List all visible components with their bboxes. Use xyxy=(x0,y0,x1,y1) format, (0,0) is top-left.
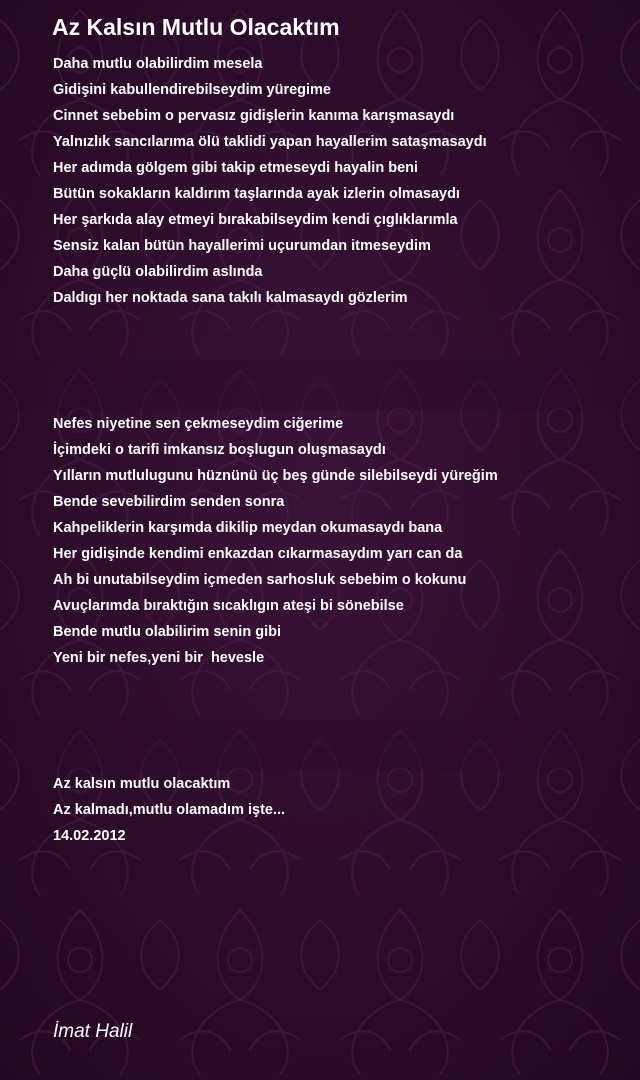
poem-stanza-1 xyxy=(53,51,487,311)
poem-line: Az kalsın mutlu olacaktım xyxy=(53,776,231,792)
poem-stanza-2 xyxy=(53,411,498,671)
poem-line: Yılların mutlulugunu hüznünü üç beş günde silebilseydi yüreğim xyxy=(53,468,498,484)
poem-line: Cinnet sebebim o pervasız gidişlerin kanıma karışmasaydı xyxy=(53,108,455,124)
poem-author: İmat Halil xyxy=(53,1021,133,1042)
poem-line: Bende sevebilirdim senden sonra xyxy=(53,494,285,510)
poem-line: Gidişini kabullendirebilseydim yüregime xyxy=(53,82,331,98)
poem-line: Az kalmadı,mutlu olamadım işte... xyxy=(53,802,286,818)
poem-stanza-3 xyxy=(53,771,285,849)
poem-line: Nefes niyetine sen çekmeseydim ciğerime xyxy=(53,416,344,432)
poem-line: Her adımda gölgem gibi takip etmeseydi hayalin beni xyxy=(53,160,419,176)
poem-line: Ah bi unutabilseydim içmeden sarhosluk sebebim o kokunu xyxy=(53,572,467,588)
poem-line: Kahpeliklerin karşımda dikilip meydan okumasaydı bana xyxy=(53,520,443,536)
poem-line: Bende mutlu olabilirim senin gibi xyxy=(53,624,281,640)
poem-line: Daha güçlü olabilirdim aslında xyxy=(53,264,263,280)
poem-line: Daldıgı her noktada sana takılı kalmasaydı gözlerim xyxy=(53,290,408,306)
poem-line: Yalnızlık sancılarıma ölü taklidi yapan hayallerim sataşmasaydı xyxy=(53,134,487,150)
poem-line: Her şarkıda alay etmeyi bırakabilseydim kendi çıglıklarımla xyxy=(53,212,458,228)
poem-line: Sensiz kalan bütün hayallerimi uçurumdan itmeseydim xyxy=(53,238,431,254)
poem-line: Her gidişinde kendimi enkazdan cıkarmasaydım yarı can da xyxy=(53,546,463,562)
poem-line: İçimdeki o tarifi imkansız boşlugun oluşmasaydı xyxy=(53,442,386,458)
poem-title: Az Kalsın Mutlu Olacaktım xyxy=(52,14,340,40)
poem-line: Yeni bir nefes,yeni bir hevesle xyxy=(53,650,265,666)
poem-line: Daha mutlu olabilirdim mesela xyxy=(53,56,263,72)
poem-date: 14.02.2012 xyxy=(53,828,126,844)
poem-line: Bütün sokakların kaldırım taşlarında ayak izlerin olmasaydı xyxy=(53,186,460,202)
poem-line: Avuçlarımda bıraktığın sıcaklıgın ateşi bi sönebilse xyxy=(53,598,404,614)
